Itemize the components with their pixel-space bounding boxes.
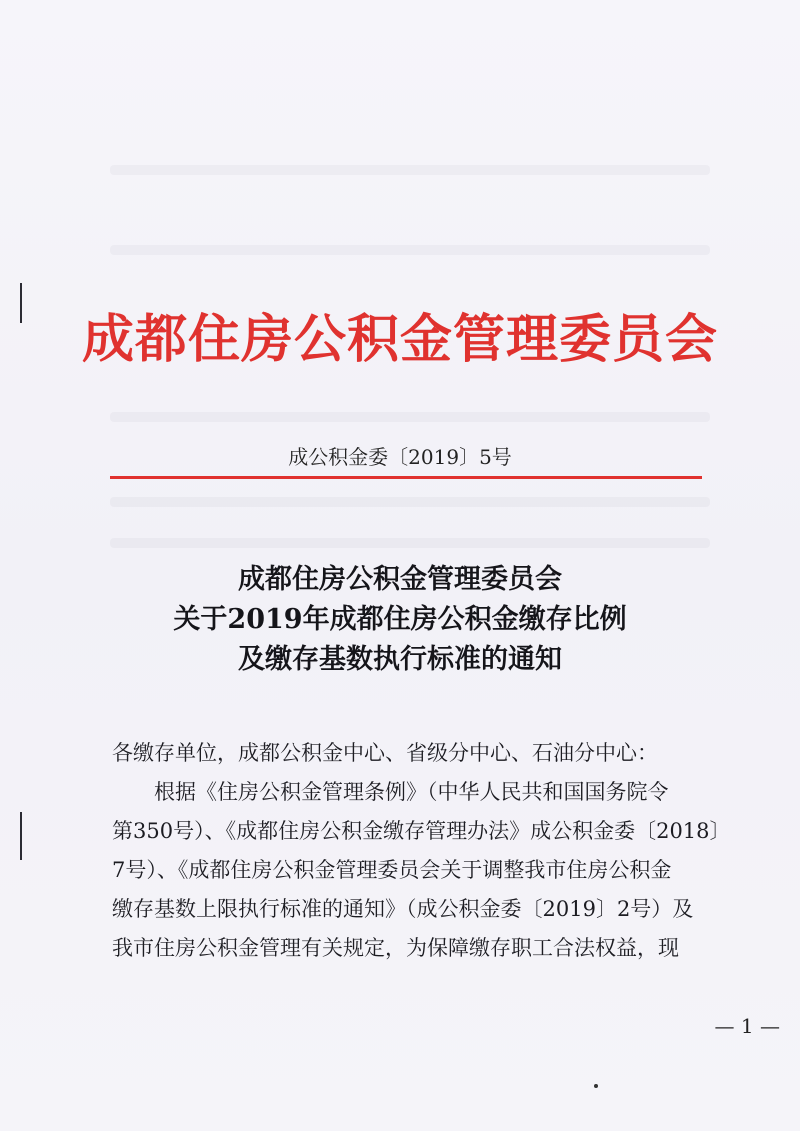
document-number: 成公积金委〔2019〕5号 (288, 445, 512, 469)
binding-mark (20, 283, 22, 323)
notice-title (0, 560, 800, 680)
addressee: 各缴存单位，成都公积金中心、省级分中心、石油分中心： (112, 741, 658, 765)
title-line: 成都住房公积金管理委员会 (238, 564, 562, 595)
body-line: 第350号）、《成都住房公积金缴存管理办法》成公积金委〔2018〕 (112, 819, 731, 843)
page-number: — 1 — (714, 1014, 780, 1038)
scan-speck (594, 1084, 598, 1088)
body-line: 我市住房公积金管理有关规定，为保障缴存职工合法权益，现 (112, 936, 679, 960)
bleed-through-line (110, 412, 710, 422)
binding-mark (20, 812, 22, 860)
body-line: 根据《住房公积金管理条例》（中华人民共和国国务院令 (112, 780, 669, 804)
bleed-through-line (110, 497, 710, 507)
body-line: 7号）、《成都住房公积金管理委员会关于调整我市住房公积金 (112, 858, 672, 882)
bleed-through-line (110, 538, 710, 548)
bleed-through-line (110, 165, 710, 175)
red-divider (110, 476, 702, 479)
bleed-through-line (110, 245, 710, 255)
issuer-header: 成都住房公积金管理委员会 (81, 310, 718, 370)
body-line: 缴存基数上限执行标准的通知》（成公积金委〔2019〕2号）及 (112, 897, 694, 921)
title-line: 及缴存基数执行标准的通知 (238, 644, 562, 675)
title-line: 关于2019年成都住房公积金缴存比例 (173, 604, 627, 635)
